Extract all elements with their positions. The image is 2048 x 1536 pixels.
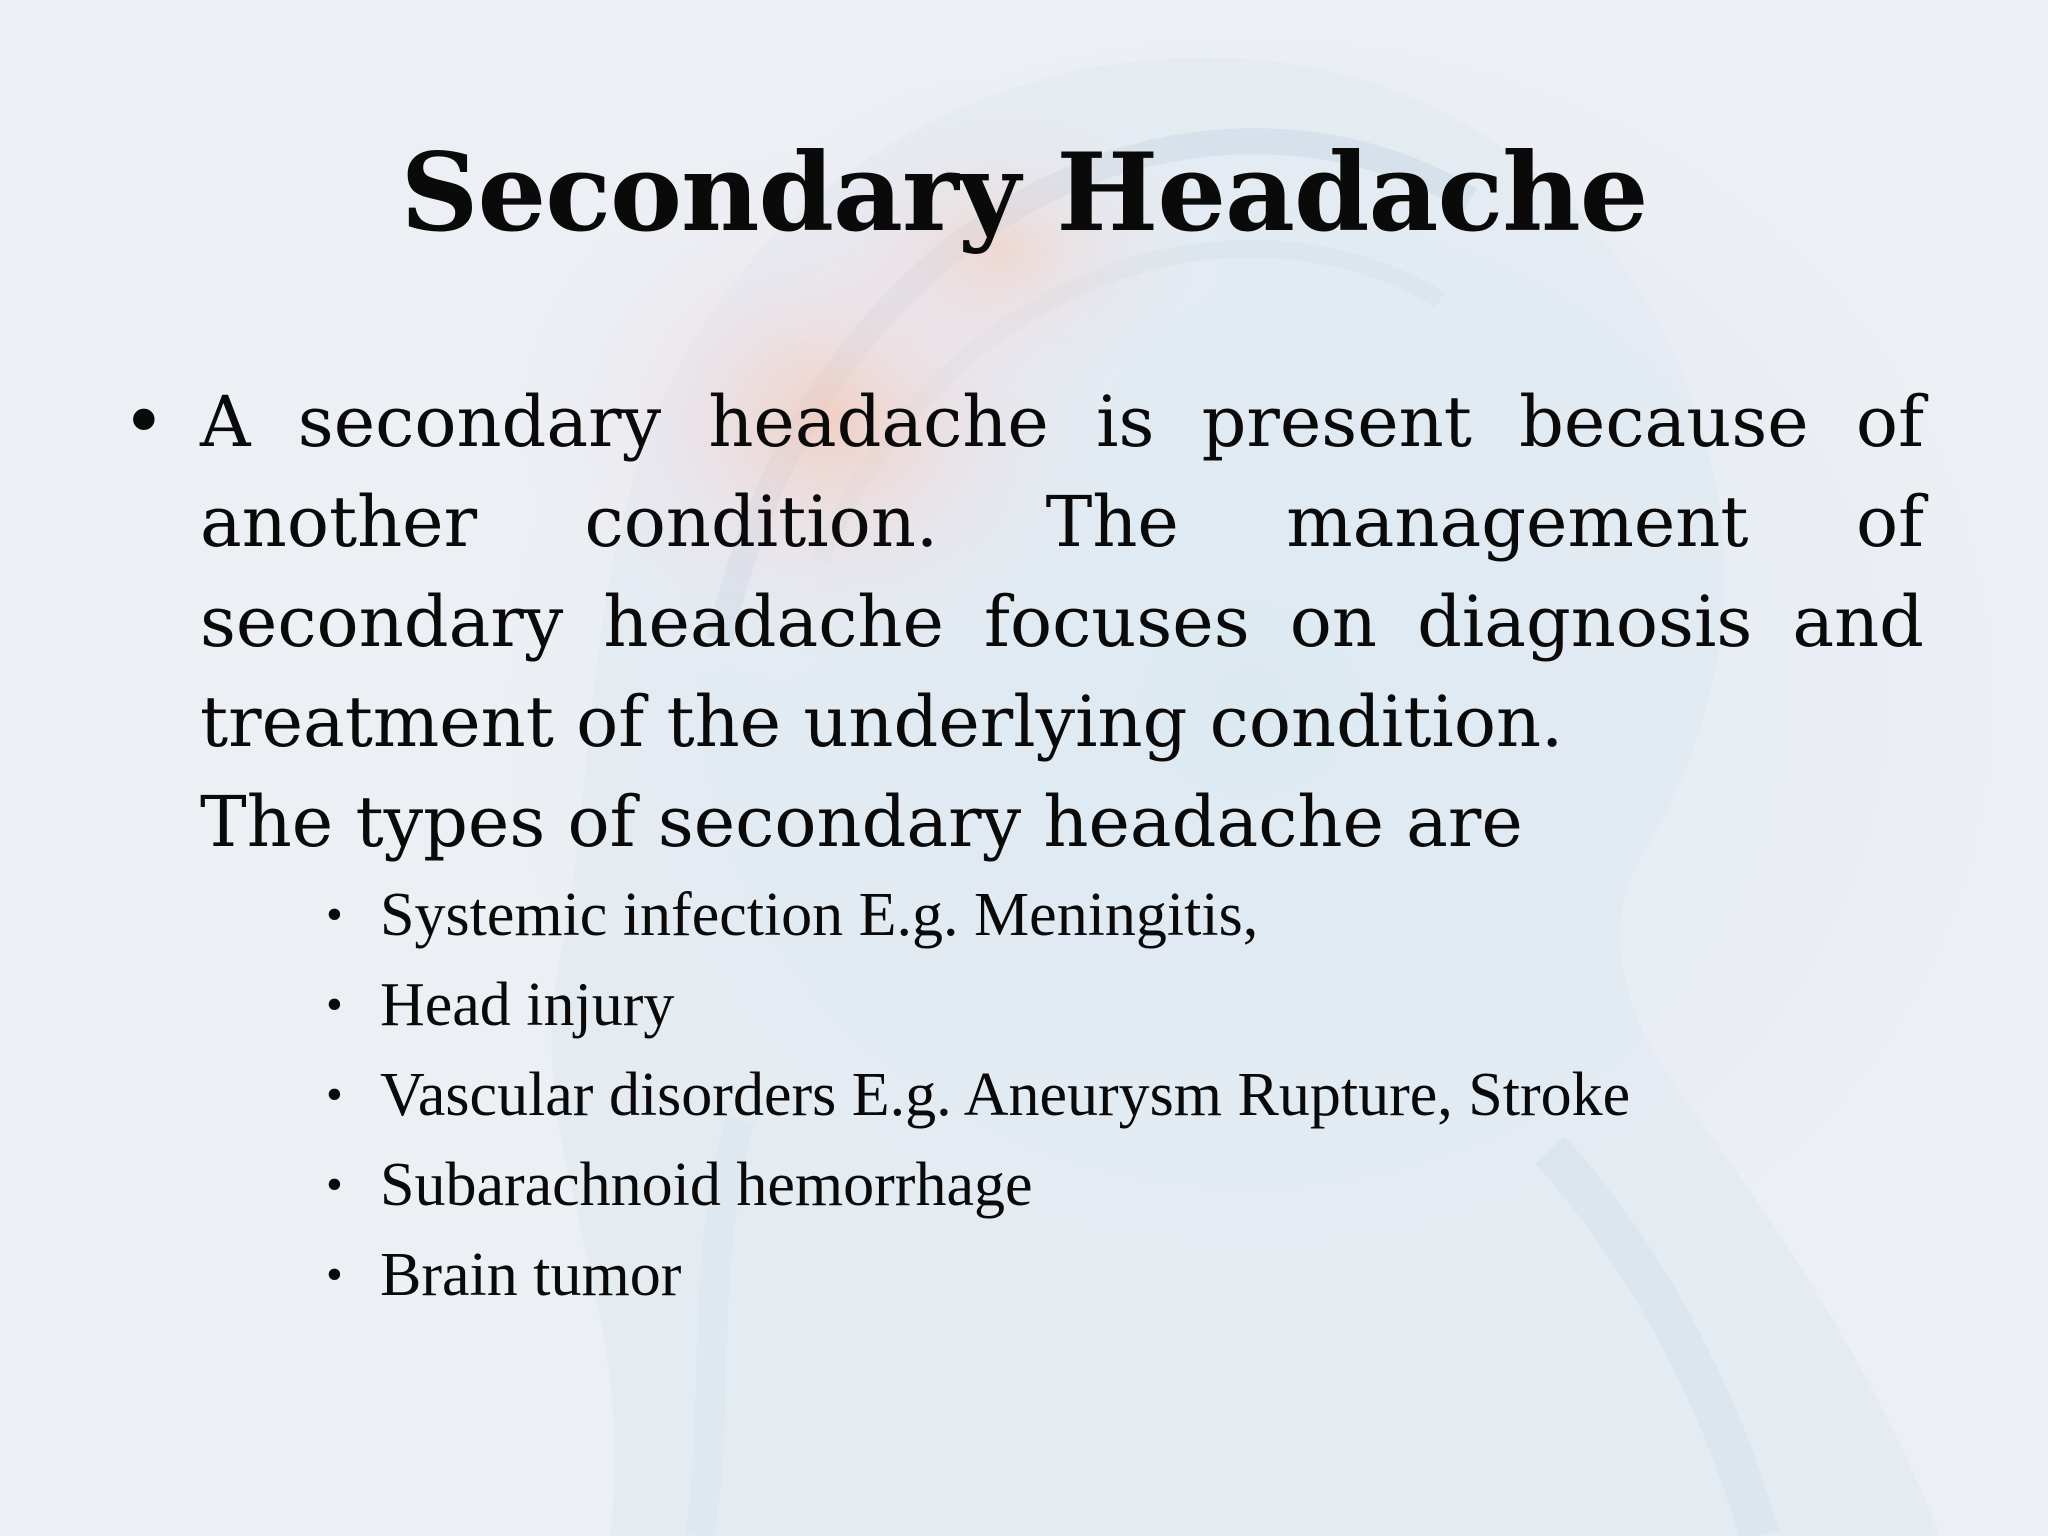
- sub-bullet-glyph: •: [326, 1248, 343, 1301]
- main-bullet-text: [200, 372, 1924, 872]
- list-item: [326, 960, 1976, 1050]
- sub-bullet-text: Vascular disorders E.g. Aneurysm Rupture, Stroke: [380, 1061, 1631, 1129]
- sub-bullet-text: Brain tumor: [380, 1241, 682, 1309]
- main-bullet-glyph: •: [122, 379, 166, 465]
- slide-title: Secondary Headache: [400, 130, 1648, 256]
- sub-bullet-glyph: •: [326, 888, 343, 941]
- list-item: [326, 1230, 1976, 1320]
- sub-bullet-text: Head injury: [380, 971, 675, 1039]
- sub-bullet-glyph: •: [326, 1158, 343, 1211]
- main-bullet-last-line: The types of secondary headache are: [200, 781, 1523, 863]
- list-item: [326, 870, 1976, 960]
- list-item: [326, 1050, 1976, 1140]
- list-item: [326, 1140, 1976, 1230]
- main-bullet-paragraph: A secondary headache is present because of another condition. The management of secondary headache focuses on diagnosis and treatment of the underlying condition.: [200, 381, 1924, 763]
- sub-bullet-text: Subarachnoid hemorrhage: [380, 1151, 1033, 1219]
- sub-bullet-text: Systemic infection E.g. Meningitis,: [380, 881, 1259, 949]
- sub-bullet-glyph: •: [326, 978, 343, 1031]
- sub-bullet-list: [326, 870, 1976, 1320]
- sub-bullet-glyph: •: [326, 1068, 343, 1121]
